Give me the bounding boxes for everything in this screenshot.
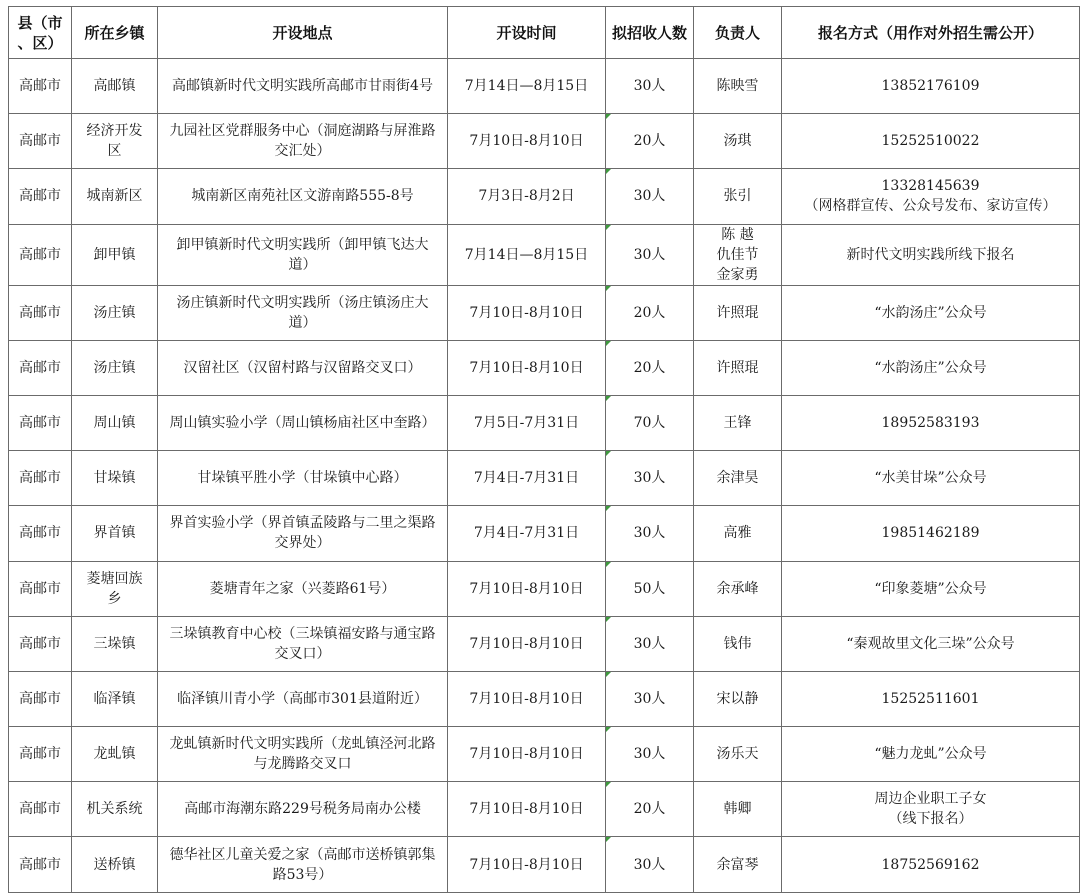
- cell-town: 卸甲镇: [72, 224, 158, 285]
- cell-signup: 新时代文明实践所线下报名: [782, 224, 1080, 285]
- cell-town: 送桥镇: [72, 837, 158, 892]
- cell-location: 汉留社区（汉留村路与汉留路交叉口）: [158, 340, 448, 395]
- cell-signup: 19851462189: [782, 506, 1080, 561]
- cell-county: 高邮市: [9, 782, 72, 837]
- cell-capacity: 30人: [606, 451, 694, 506]
- cell-town: 龙虬镇: [72, 727, 158, 782]
- cell-location: 菱塘青年之家（兴菱路61号）: [158, 561, 448, 616]
- table-row: [9, 451, 1080, 506]
- cell-contact: 陈 越 仇佳节 金家勇: [694, 224, 782, 285]
- cell-county: 高邮市: [9, 727, 72, 782]
- cell-location: 城南新区南苑社区文游南路555-8号: [158, 169, 448, 224]
- cell-time: 7月10日-8月10日: [448, 285, 606, 340]
- cell-county: 高邮市: [9, 340, 72, 395]
- cell-time: 7月10日-8月10日: [448, 727, 606, 782]
- cell-contact: 余富琴: [694, 837, 782, 892]
- cell-signup: “秦观故里文化三垛”公众号: [782, 616, 1080, 671]
- cell-town: 临泽镇: [72, 671, 158, 726]
- table-row: [9, 169, 1080, 224]
- cell-town: 汤庄镇: [72, 285, 158, 340]
- header-row: [9, 7, 1080, 59]
- table-row: [9, 59, 1080, 114]
- cell-capacity: 50人: [606, 561, 694, 616]
- cell-time: 7月14日—8月15日: [448, 224, 606, 285]
- cell-location: 高邮市海潮东路229号税务局南办公楼: [158, 782, 448, 837]
- cell-signup: “印象菱塘”公众号: [782, 561, 1080, 616]
- table-row: [9, 616, 1080, 671]
- table-row: [9, 285, 1080, 340]
- cell-capacity: 20人: [606, 285, 694, 340]
- cell-contact: 宋以静: [694, 671, 782, 726]
- cell-location: 三垛镇教育中心校（三垛镇福安路与通宝路 交叉口）: [158, 616, 448, 671]
- cell-contact: 汤琪: [694, 114, 782, 169]
- header-time: 开设时间: [448, 7, 606, 59]
- cell-county: 高邮市: [9, 506, 72, 561]
- cell-town: 三垛镇: [72, 616, 158, 671]
- cell-town: 高邮镇: [72, 59, 158, 114]
- cell-contact: 余承峰: [694, 561, 782, 616]
- cell-location: 界首实验小学（界首镇孟陵路与二里之渠路 交界处）: [158, 506, 448, 561]
- cell-town: 甘垛镇: [72, 451, 158, 506]
- cell-time: 7月10日-8月10日: [448, 616, 606, 671]
- cell-town: 汤庄镇: [72, 340, 158, 395]
- cell-contact: 许照琨: [694, 340, 782, 395]
- cell-county: 高邮市: [9, 451, 72, 506]
- cell-location: 甘垛镇平胜小学（甘垛镇中心路）: [158, 451, 448, 506]
- cell-county: 高邮市: [9, 285, 72, 340]
- cell-town: 机关系统: [72, 782, 158, 837]
- header-contact: 负责人: [694, 7, 782, 59]
- table-row: [9, 224, 1080, 285]
- cell-county: 高邮市: [9, 671, 72, 726]
- cell-contact: 高雅: [694, 506, 782, 561]
- cell-county: 高邮市: [9, 561, 72, 616]
- header-capacity: 拟招收人数: [606, 7, 694, 59]
- cell-time: 7月3日-8月2日: [448, 169, 606, 224]
- cell-signup: 15252510022: [782, 114, 1080, 169]
- cell-time: 7月10日-8月10日: [448, 340, 606, 395]
- cell-time: 7月10日-8月10日: [448, 837, 606, 892]
- cell-signup: “水韵汤庄”公众号: [782, 340, 1080, 395]
- cell-county: 高邮市: [9, 114, 72, 169]
- header-signup: 报名方式（用作对外招生需公开）: [782, 7, 1080, 59]
- cell-capacity: 30人: [606, 224, 694, 285]
- cell-county: 高邮市: [9, 224, 72, 285]
- cell-time: 7月10日-8月10日: [448, 671, 606, 726]
- cell-capacity: 30人: [606, 506, 694, 561]
- cell-time: 7月10日-8月10日: [448, 782, 606, 837]
- cell-capacity: 20人: [606, 340, 694, 395]
- header-county: 县（市 、区）: [9, 7, 72, 59]
- cell-location: 高邮镇新时代文明实践所高邮市甘雨街4号: [158, 59, 448, 114]
- table-row: [9, 506, 1080, 561]
- table-row: [9, 782, 1080, 837]
- cell-location: 德华社区儿童关爱之家（高邮市送桥镇郭集 路53号）: [158, 837, 448, 892]
- cell-signup: 13328145639 （网格群宣传、公众号发布、家访宣传）: [782, 169, 1080, 224]
- cell-county: 高邮市: [9, 169, 72, 224]
- enrollment-table: [8, 6, 1080, 893]
- cell-capacity: 20人: [606, 114, 694, 169]
- cell-contact: 钱伟: [694, 616, 782, 671]
- cell-county: 高邮市: [9, 837, 72, 892]
- cell-contact: 陈映雪: [694, 59, 782, 114]
- cell-county: 高邮市: [9, 59, 72, 114]
- cell-capacity: 30人: [606, 616, 694, 671]
- cell-capacity: 20人: [606, 782, 694, 837]
- cell-town: 菱塘回族 乡: [72, 561, 158, 616]
- cell-town: 周山镇: [72, 395, 158, 450]
- cell-contact: 汤乐天: [694, 727, 782, 782]
- cell-signup: “水韵汤庄”公众号: [782, 285, 1080, 340]
- cell-county: 高邮市: [9, 395, 72, 450]
- cell-time: 7月5日-7月31日: [448, 395, 606, 450]
- cell-county: 高邮市: [9, 616, 72, 671]
- cell-time: 7月10日-8月10日: [448, 561, 606, 616]
- cell-contact: 王锋: [694, 395, 782, 450]
- cell-capacity: 30人: [606, 169, 694, 224]
- cell-contact: 韩卿: [694, 782, 782, 837]
- cell-location: 汤庄镇新时代文明实践所（汤庄镇汤庄大 道）: [158, 285, 448, 340]
- cell-town: 界首镇: [72, 506, 158, 561]
- cell-signup: 18952583193: [782, 395, 1080, 450]
- cell-location: 临泽镇川青小学（高邮市301县道附近）: [158, 671, 448, 726]
- cell-time: 7月4日-7月31日: [448, 506, 606, 561]
- cell-signup: 周边企业职工子女 （线下报名）: [782, 782, 1080, 837]
- cell-capacity: 30人: [606, 837, 694, 892]
- cell-signup: 15252511601: [782, 671, 1080, 726]
- cell-signup: 18752569162: [782, 837, 1080, 892]
- table-row: [9, 727, 1080, 782]
- cell-location: 卸甲镇新时代文明实践所（卸甲镇飞达大 道）: [158, 224, 448, 285]
- cell-contact: 许照琨: [694, 285, 782, 340]
- cell-location: 周山镇实验小学（周山镇杨庙社区中奎路）: [158, 395, 448, 450]
- cell-signup: “水美甘垛”公众号: [782, 451, 1080, 506]
- cell-capacity: 30人: [606, 727, 694, 782]
- cell-town: 经济开发 区: [72, 114, 158, 169]
- cell-time: 7月10日-8月10日: [448, 114, 606, 169]
- table-row: [9, 340, 1080, 395]
- table-row: [9, 671, 1080, 726]
- table-row: [9, 561, 1080, 616]
- cell-contact: 张引: [694, 169, 782, 224]
- cell-location: 龙虬镇新时代文明实践所（龙虬镇泾河北路 与龙腾路交叉口: [158, 727, 448, 782]
- cell-signup: “魅力龙虬”公众号: [782, 727, 1080, 782]
- cell-signup: 13852176109: [782, 59, 1080, 114]
- cell-time: 7月4日-7月31日: [448, 451, 606, 506]
- cell-town: 城南新区: [72, 169, 158, 224]
- table-row: [9, 114, 1080, 169]
- cell-location: 九园社区党群服务中心（洞庭湖路与屏淮路 交汇处）: [158, 114, 448, 169]
- cell-capacity: 30人: [606, 671, 694, 726]
- cell-capacity: 70人: [606, 395, 694, 450]
- header-town: 所在乡镇: [72, 7, 158, 59]
- header-location: 开设地点: [158, 7, 448, 59]
- table-row: [9, 395, 1080, 450]
- cell-time: 7月14日—8月15日: [448, 59, 606, 114]
- cell-contact: 余津昊: [694, 451, 782, 506]
- cell-capacity: 30人: [606, 59, 694, 114]
- table-row: [9, 837, 1080, 892]
